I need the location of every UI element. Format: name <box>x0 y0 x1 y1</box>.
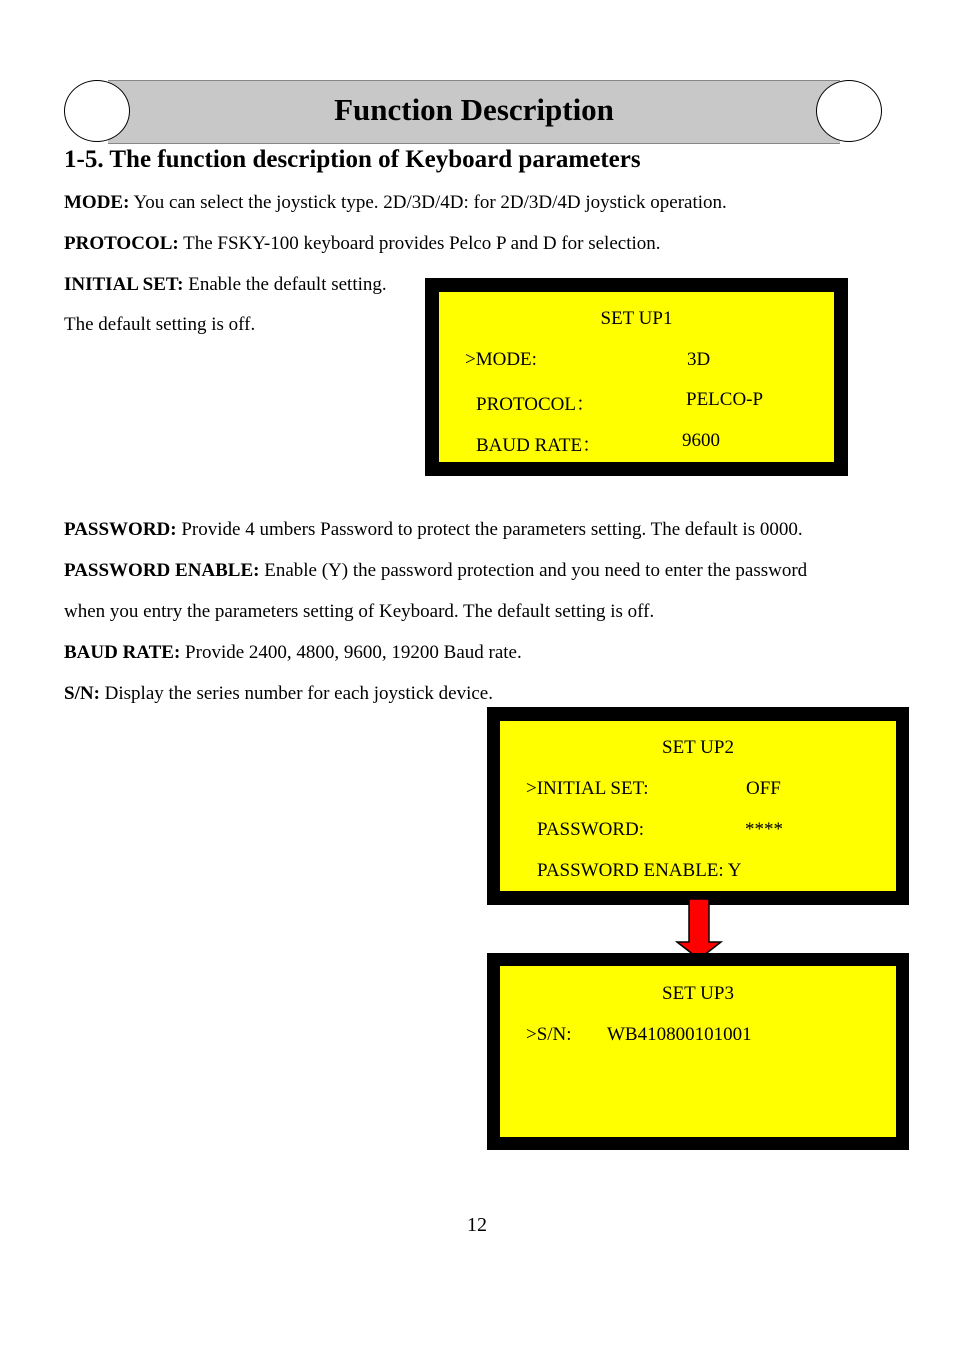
setup1-title: SET UP1 <box>600 308 673 329</box>
mode-paragraph <box>64 192 727 214</box>
setup1-mode-label: >MODE: <box>465 349 537 370</box>
initial-set-label: INITIAL SET: <box>64 274 184 295</box>
baud-rate-paragraph <box>64 642 522 664</box>
password-label: PASSWORD: <box>64 519 177 540</box>
setup2-initial-label: >INITIAL SET: <box>526 778 649 799</box>
sn-paragraph <box>64 683 493 705</box>
baud-rate-label: BAUD RATE: <box>64 642 181 663</box>
sn-text: Display the series number for each joystick device. <box>99 683 493 704</box>
setup2-title: SET UP2 <box>662 737 734 758</box>
protocol-label: PROTOCOL: <box>64 233 179 254</box>
setup3-screen <box>500 966 896 1137</box>
setup2-password-value: **** <box>745 819 783 840</box>
setup2-lcd <box>487 707 909 905</box>
protocol-text: The FSKY-100 keyboard provides Pelco P and D for selection. <box>178 233 661 254</box>
mode-label: MODE: <box>64 192 130 213</box>
arrow-down-icon <box>674 898 724 960</box>
setup1-baud-label: BAUD RATE： <box>476 435 602 456</box>
setup3-lcd <box>487 953 909 1150</box>
password-enable-paragraph <box>64 560 807 582</box>
section-title: 1-5. The function description of Keyboard parameters <box>64 146 641 173</box>
setup1-screen <box>439 292 834 462</box>
baud-rate-text: Provide 2400, 4800, 9600, 19200 Baud rate. <box>180 642 522 663</box>
setup1-protocol-value: PELCO-P <box>686 389 764 410</box>
password-enable-label: PASSWORD ENABLE: <box>64 560 260 581</box>
password-enable-continued: when you entry the parameters setting of Keyboard. The default setting is off. <box>64 601 655 622</box>
setup1-lcd <box>425 278 848 476</box>
password-paragraph <box>64 519 803 541</box>
setup1-baud-value: 9600 <box>682 430 720 451</box>
mode-text: You can select the joystick type. 2D/3D/4D: for 2D/3D/4D joystick operation. <box>129 192 727 213</box>
setup1-protocol-label: PROTOCOL： <box>476 394 595 415</box>
sn-label: S/N: <box>64 683 100 704</box>
page-number: 12 <box>467 1214 487 1236</box>
initial-set-default: The default setting is off. <box>64 314 256 335</box>
setup2-screen <box>500 721 896 891</box>
setup2-password-label: PASSWORD: <box>537 819 645 840</box>
password-enable-text: Enable (Y) the password protection and you need to enter the password <box>259 560 808 581</box>
password-text: Provide 4 umbers Password to protect the parameters setting. The default is 0000. <box>176 519 803 540</box>
setup2-initial-value: OFF <box>746 778 781 799</box>
setup1-mode-value: 3D <box>687 349 711 370</box>
setup3-title: SET UP3 <box>662 983 734 1004</box>
initial-set-paragraph <box>64 274 387 296</box>
initial-set-text: Enable the default setting. <box>183 274 387 295</box>
setup3-sn-label: >S/N: <box>526 1024 572 1045</box>
protocol-paragraph <box>64 233 661 255</box>
setup3-sn-value: WB410800101001 <box>607 1024 752 1045</box>
setup2-password-enable-label: PASSWORD ENABLE: Y <box>537 860 742 881</box>
page-title: Function Description <box>334 92 614 127</box>
